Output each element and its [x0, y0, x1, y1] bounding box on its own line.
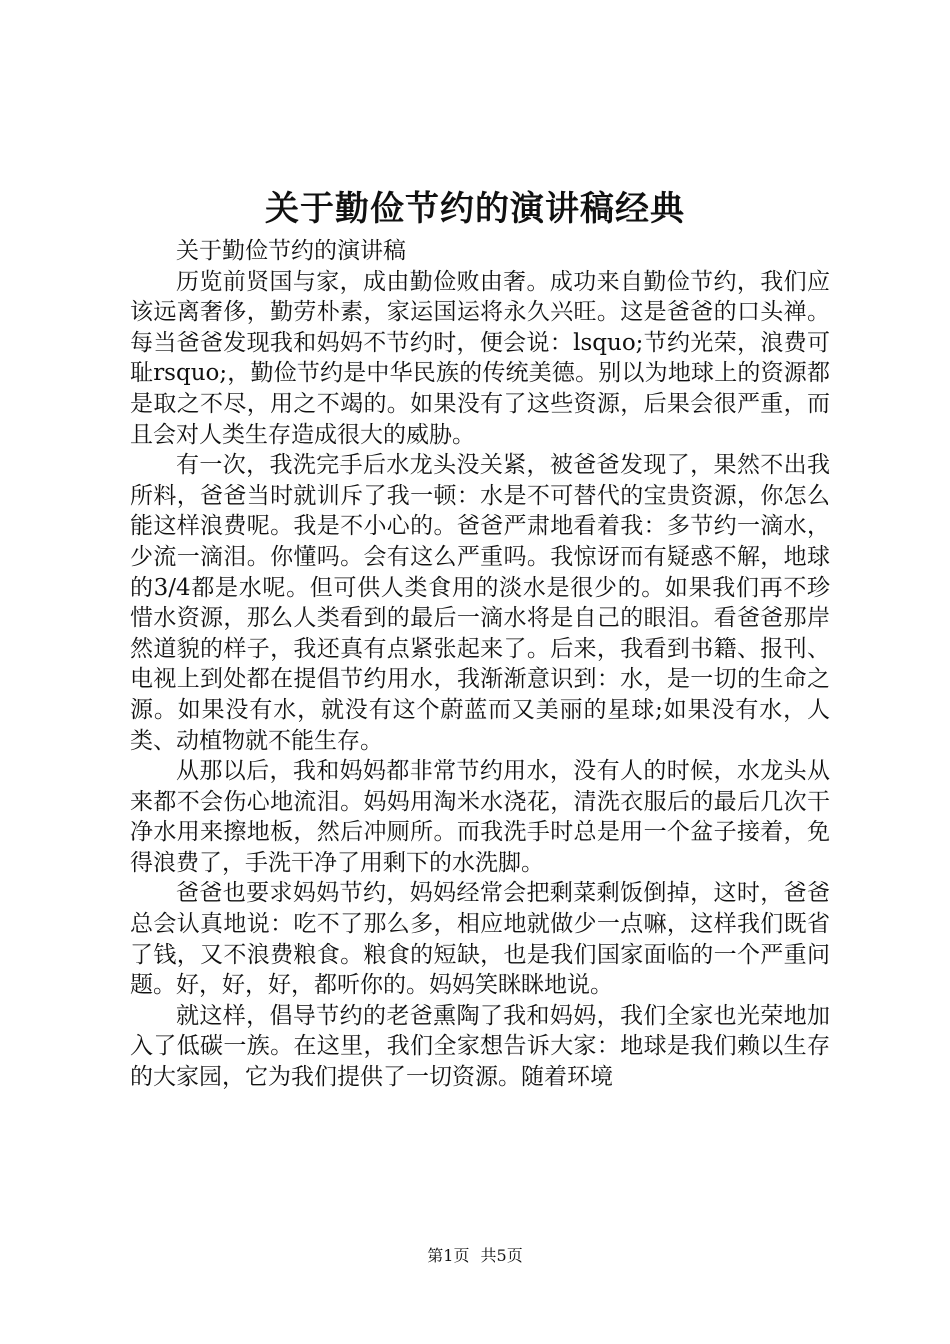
- page-footer: [0, 1244, 950, 1268]
- page-number: 第1页: [427, 1246, 470, 1265]
- page-total: 共5页: [480, 1246, 523, 1265]
- paragraph: 历览前贤国与家，成由勤俭败由奢。成功来自勤俭节约，我们应该远离奢侈，勤劳朴素，家运国运将永久兴旺。这是爸爸的口头禅。每当爸爸发现我和妈妈不节约时，便会说：lsquo;节约光荣，浪费可耻rsquo;，勤俭节约是中华民族的传统美德。别以为地球上的资源都是取之不尽，用之不竭的。如果没有了这些资源，后果会很严重，而且会对人类生存造成很大的威胁。: [130, 268, 830, 448]
- document-subtitle: 关于勤俭节约的演讲稿: [176, 238, 406, 264]
- paragraph: 就这样，倡导节约的老爸熏陶了我和妈妈，我们全家也光荣地加入了低碳一族。在这里，我们全家想告诉大家：地球是我们赖以生存的大家园，它为我们提供了一切资源。随着环境: [130, 1002, 830, 1091]
- paragraph: 爸爸也要求妈妈节约，妈妈经常会把剩菜剩饭倒掉，这时，爸爸总会认真地说：吃不了那么多，相应地就做少一点嘛，这样我们既省了钱，又不浪费粮食。粮食的短缺，也是我们国家面临的一个严重问题。好，好，好，都听你的。妈妈笑眯眯地说。: [130, 880, 830, 999]
- paragraph: 有一次，我洗完手后水龙头没关紧，被爸爸发现了，果然不出我所料，爸爸当时就训斥了我一顿：水是不可替代的宝贵资源，你怎么能这样浪费呢。我是不小心的。爸爸严肃地看着我：多节约一滴水，少流一滴泪。你懂吗。会有这么严重吗。我惊讶而有疑惑不解，地球的3/4都是水呢。但可供人类食用的淡水是很少的。如果我们再不珍惜水资源，那么人类看到的最后一滴水将是自己的眼泪。看爸爸那岸然道貌的样子，我还真有点紧张起来了。后来，我看到书籍、报刊、电视上到处都在提倡节约用水，我渐渐意识到：水，是一切的生命之源。如果没有水，就没有这个蔚蓝而又美丽的星球;如果没有水，人类、动植物就不能生存。: [130, 452, 830, 754]
- document-title: 关于勤俭节约的演讲稿经典: [265, 189, 685, 229]
- paragraph: 从那以后，我和妈妈都非常节约用水，没有人的时候，水龙头从来都不会伤心地流泪。妈妈用淘米水浇花，清洗衣服后的最后几次干净水用来擦地板，然后冲厕所。而我洗手时总是用一个盆子接着，免得浪费了，手洗干净了用剩下的水洗脚。: [130, 758, 830, 876]
- document-body: [130, 236, 830, 1093]
